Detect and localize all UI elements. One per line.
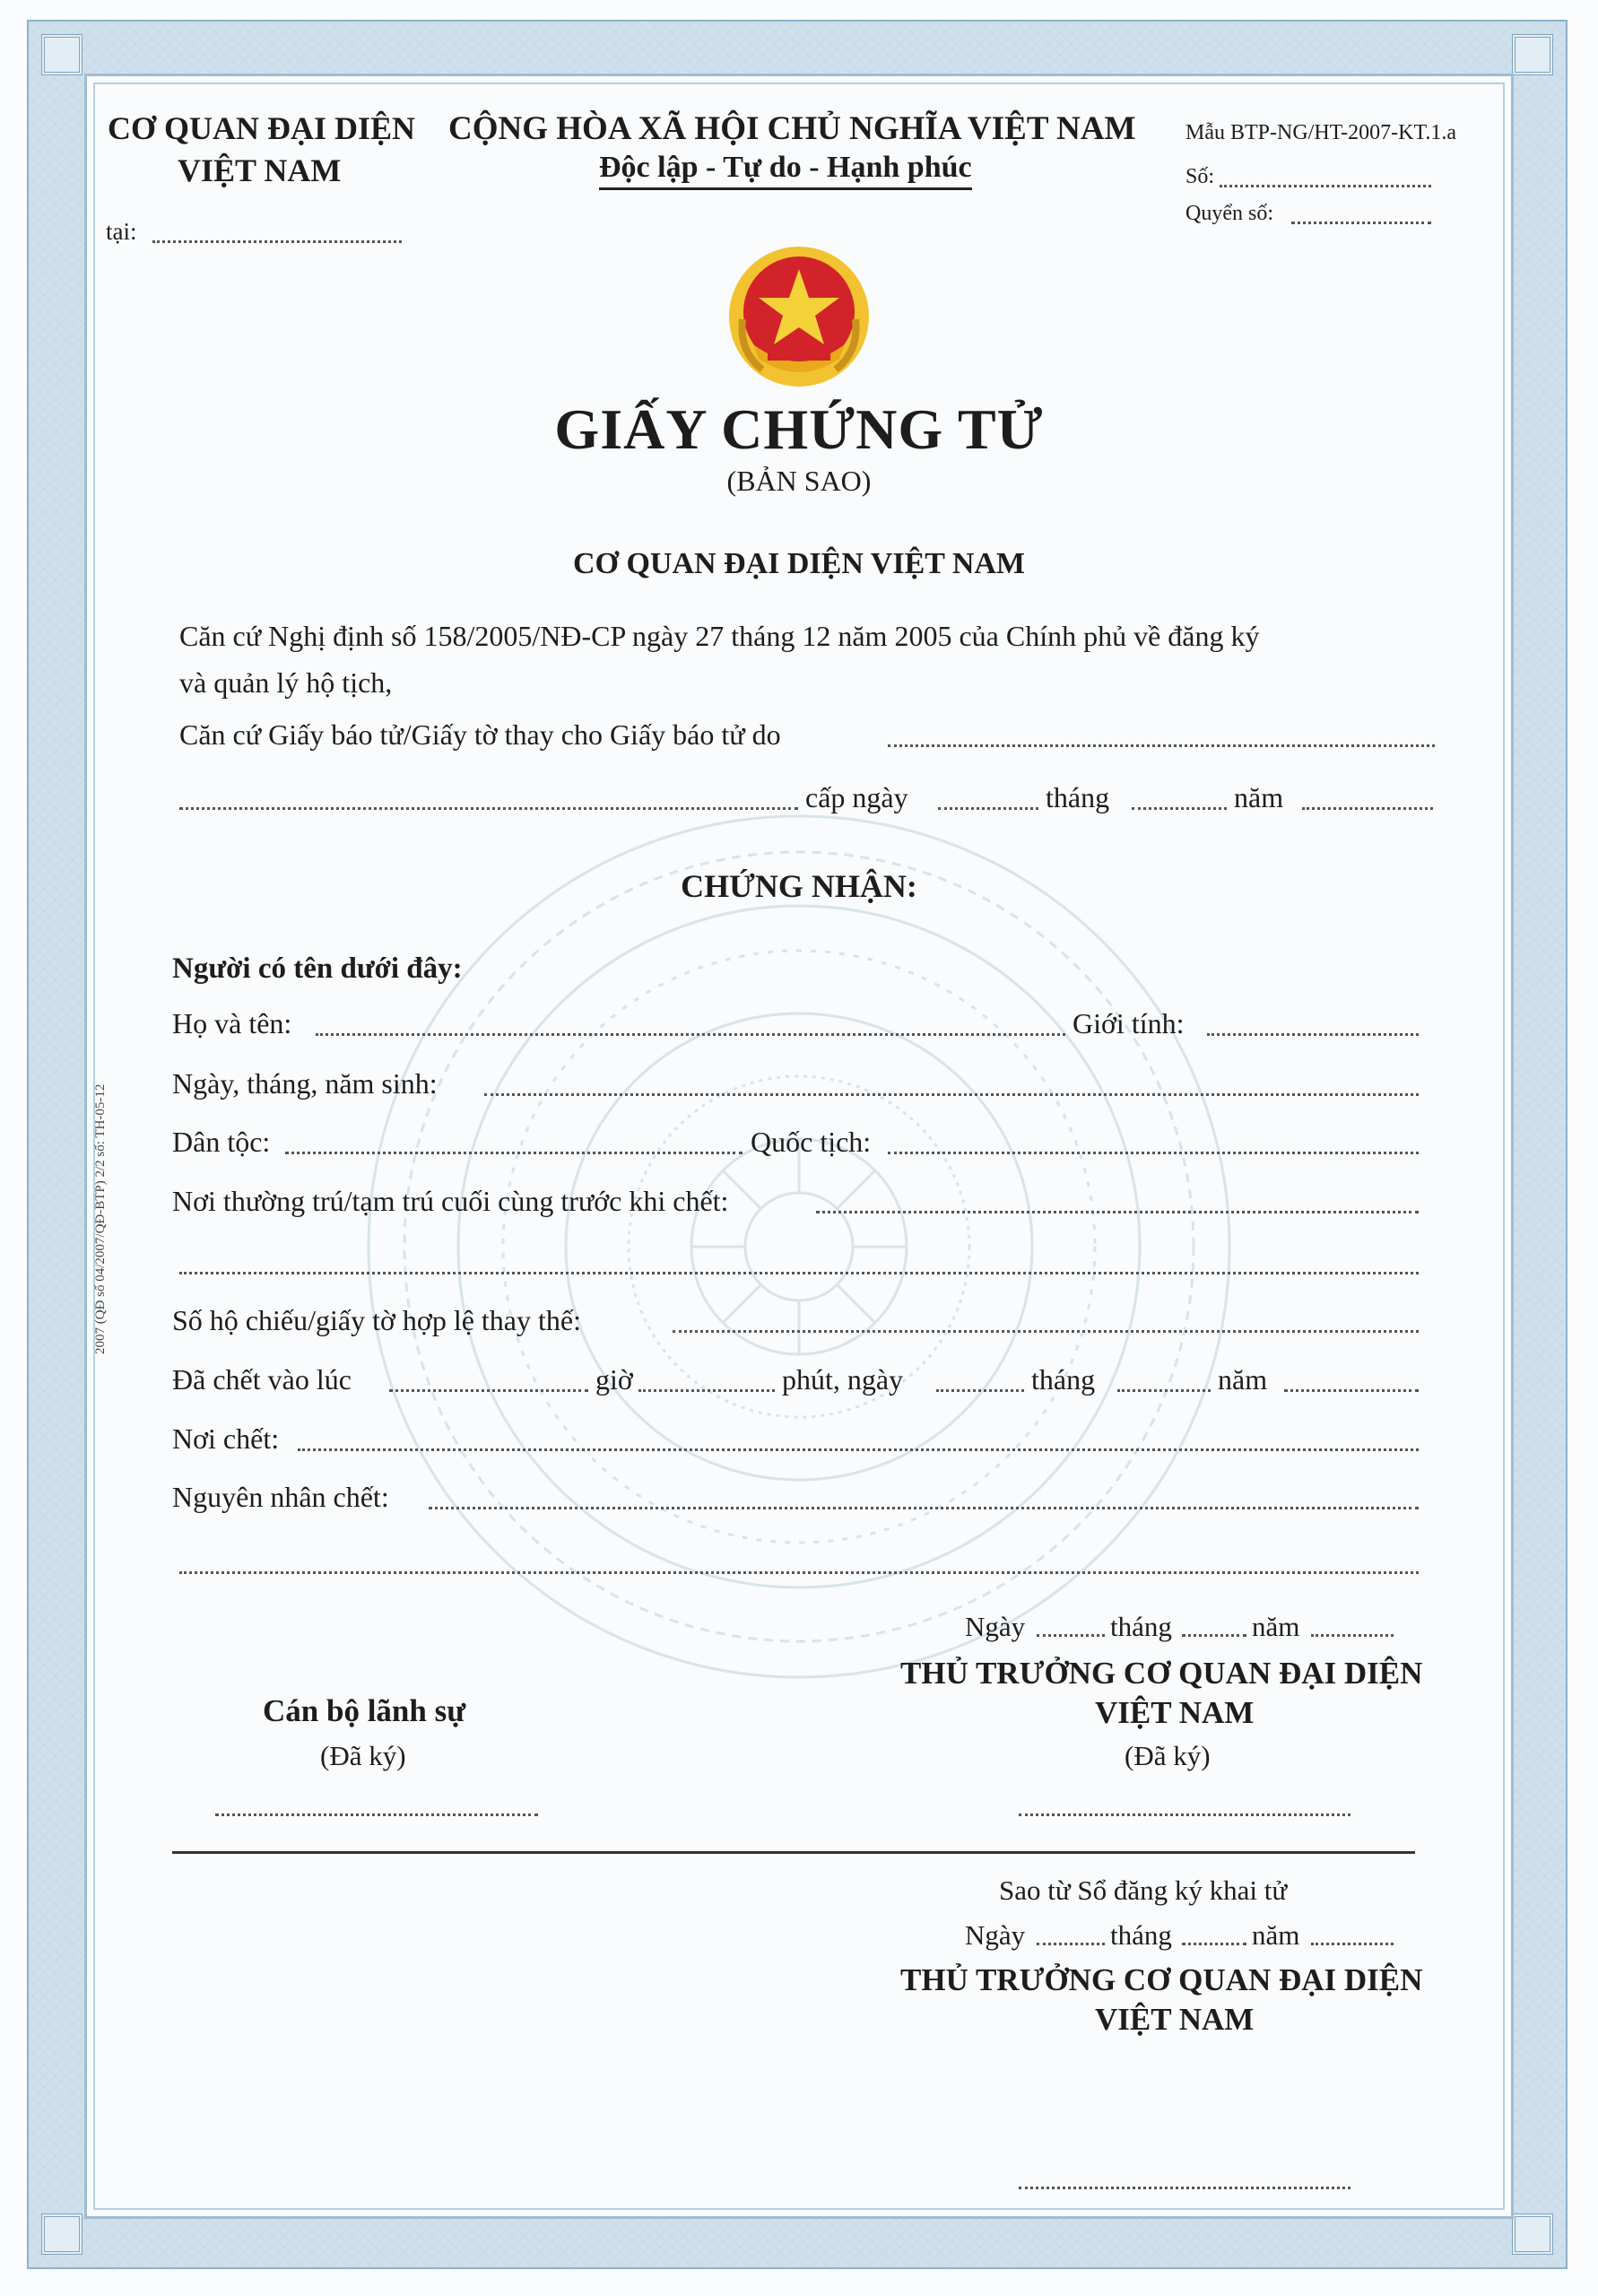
dob-field — [484, 1093, 1419, 1096]
minute-day-label: phút, ngày — [782, 1363, 904, 1396]
head-of-mission-title: THỦ TRƯỞNG CƠ QUAN ĐẠI DIỆN — [900, 1656, 1423, 1691]
full-name-label: Họ và tên: — [172, 1007, 292, 1039]
cause-of-death-field — [429, 1507, 1419, 1509]
death-month-field — [1117, 1389, 1211, 1392]
agency-country: VIỆT NAM — [178, 152, 342, 188]
death-time-field — [389, 1389, 588, 1392]
head-signed-note: (Đã ký) — [1125, 1740, 1211, 1771]
copy-source-label: Sao từ Sổ đăng ký khai tử — [999, 1874, 1288, 1906]
issuing-agency: CƠ QUAN ĐẠI DIỆN VIỆT NAM — [572, 547, 1026, 580]
nationality-label: Quốc tịch: — [751, 1126, 872, 1158]
book-dotted-field — [1291, 222, 1431, 224]
death-year-label: năm — [1218, 1363, 1268, 1396]
section-divider — [172, 1851, 1415, 1854]
issued-day-dotted — [938, 807, 1038, 810]
sign-month-label: tháng — [1110, 1611, 1172, 1642]
copy-year-dotted — [1311, 1943, 1394, 1945]
gender-field — [1207, 1033, 1419, 1036]
cause-of-death-label: Nguyên nhân chết: — [172, 1481, 389, 1513]
consular-signature-line — [215, 1813, 538, 1816]
agency-name: CƠ QUAN ĐẠI DIỆN — [108, 110, 416, 146]
copy-signature-line — [1019, 2187, 1350, 2189]
form-reference-note: 2007 (QĐ số 04/2007/QĐ-BTP) 2/2 số: TH-05-12 — [93, 1083, 108, 1354]
corner-ornament — [41, 2213, 83, 2255]
legal-basis-notice: Căn cứ Giấy báo tử/Giấy tờ thay cho Giấy báo tử do — [179, 718, 781, 751]
place-of-death-field — [298, 1448, 1419, 1451]
person-intro: Người có tên dưới đây: — [172, 952, 463, 985]
copy-day-label: Ngày — [965, 1919, 1026, 1951]
gender-label: Giới tính: — [1073, 1007, 1185, 1039]
certify-heading: CHỨNG NHẬN: — [681, 868, 917, 904]
death-day-field — [936, 1389, 1024, 1392]
document-subtitle: (BẢN SAO) — [726, 465, 872, 497]
book-label: Quyển số: — [1185, 202, 1273, 225]
document-title: GIẤY CHỨNG TỬ — [554, 397, 1044, 461]
copy-day-dotted — [1037, 1943, 1105, 1945]
number-dotted-field — [1220, 185, 1431, 187]
ethnicity-field — [285, 1152, 743, 1154]
nationality-field — [888, 1152, 1419, 1154]
copy-year-label: năm — [1252, 1919, 1300, 1951]
last-residence-field — [816, 1211, 1419, 1213]
sign-month-dotted — [1182, 1634, 1246, 1637]
ethnicity-label: Dân tộc: — [172, 1126, 271, 1158]
death-year-field — [1284, 1389, 1419, 1392]
head-of-mission-country: VIỆT NAM — [1095, 1695, 1255, 1730]
copy-head-country: VIỆT NAM — [1095, 2002, 1255, 2037]
copy-month-label: tháng — [1110, 1919, 1172, 1951]
legal-basis-decree-cont: và quản lý hộ tịch, — [179, 666, 393, 699]
passport-label: Số hộ chiếu/giấy tờ hợp lệ thay thế: — [172, 1304, 581, 1336]
issued-day-label: cấp ngày — [805, 781, 908, 813]
sign-day-label: Ngày — [965, 1611, 1026, 1642]
issued-month-dotted — [1132, 807, 1227, 810]
consular-officer-title: Cán bộ lãnh sự — [263, 1693, 466, 1728]
death-month-label: tháng — [1031, 1363, 1096, 1396]
cause-of-death-field-2 — [179, 1571, 1419, 1574]
corner-ornament — [1512, 2213, 1553, 2255]
dob-label: Ngày, tháng, năm sinh: — [172, 1067, 438, 1100]
full-name-field — [316, 1033, 1065, 1036]
corner-ornament — [41, 34, 83, 75]
minute-field — [638, 1389, 775, 1392]
location-dotted-field — [152, 240, 402, 243]
issued-year-label: năm — [1234, 781, 1284, 813]
consular-signed-note: (Đã ký) — [320, 1740, 406, 1771]
head-signature-line — [1019, 1813, 1350, 1816]
time-of-death-label: Đã chết vào lúc — [172, 1363, 352, 1396]
issued-year-dotted — [1302, 807, 1433, 810]
sign-year-dotted — [1311, 1634, 1394, 1637]
place-of-death-label: Nơi chết: — [172, 1422, 280, 1455]
legal-basis-decree: Căn cứ Nghị định số 158/2005/NĐ-CP ngày 27 tháng 12 năm 2005 của Chính phủ về đăng ký — [179, 620, 1260, 652]
location-label: tại: — [106, 218, 137, 245]
number-label: Số: — [1185, 165, 1215, 188]
passport-field — [673, 1330, 1419, 1333]
form-code: Mẫu BTP-NG/HT-2007-KT.1.a — [1185, 121, 1456, 144]
national-emblem-icon — [726, 244, 872, 394]
hour-label: giờ — [595, 1363, 633, 1396]
nation-title: CỘNG HÒA XÃ HỘI CHỦ NGHĨA VIỆT NAM — [448, 110, 1136, 147]
sign-year-label: năm — [1252, 1611, 1300, 1642]
last-residence-field-2 — [179, 1272, 1419, 1274]
sign-day-dotted — [1037, 1634, 1105, 1637]
bronze-drum-watermark — [351, 798, 1247, 1695]
copy-head-title: THỦ TRƯỞNG CƠ QUAN ĐẠI DIỆN — [900, 1962, 1423, 1997]
issued-month-label: tháng — [1046, 781, 1110, 813]
issuer-dotted-field-2 — [179, 807, 798, 810]
corner-ornament — [1512, 34, 1553, 75]
last-residence-label: Nơi thường trú/tạm trú cuối cùng trước khi chết: — [172, 1185, 729, 1217]
copy-month-dotted — [1182, 1943, 1246, 1945]
national-motto: Độc lập - Tự do - Hạnh phúc — [599, 152, 972, 190]
issuer-dotted-field — [888, 744, 1435, 747]
